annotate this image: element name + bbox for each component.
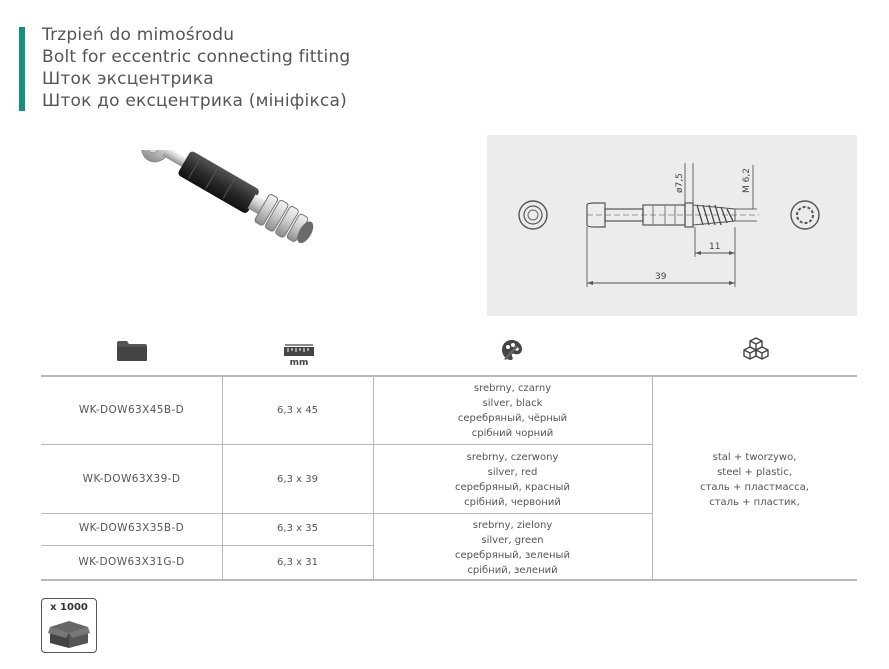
color-pl: srebrny, czarny bbox=[473, 383, 552, 394]
table-row-size: 6,3 x 39 bbox=[277, 474, 318, 485]
color-en: silver, black bbox=[482, 398, 543, 409]
color-cell bbox=[373, 381, 652, 441]
color-ru: серебряный, зеленый bbox=[455, 550, 570, 561]
dim-11: 11 bbox=[709, 242, 721, 252]
color-cell bbox=[373, 450, 652, 510]
row-divider bbox=[41, 444, 652, 445]
title-ru: Шток эксцентрика bbox=[42, 69, 214, 89]
table-row-code: WK-DOW63X45B-D bbox=[78, 404, 185, 416]
material-ua: сталь + пластик, bbox=[709, 497, 800, 508]
title-en: Bolt for eccentric connecting fitting bbox=[42, 47, 351, 67]
table-row-code: WK-DOW63X31G-D bbox=[78, 556, 185, 568]
box-icon bbox=[48, 617, 90, 649]
color-palette-icon bbox=[500, 338, 524, 362]
table-top-border bbox=[41, 375, 857, 377]
color-ua: срібний, зелений bbox=[467, 565, 558, 576]
table-row-code: WK-DOW63X35B-D bbox=[78, 522, 185, 534]
accent-bar bbox=[19, 27, 25, 111]
color-pl: srebrny, zielony bbox=[472, 520, 553, 531]
color-pl: srebrny, czerwony bbox=[466, 452, 559, 463]
dim-diameter: ø7,5 bbox=[675, 173, 685, 193]
row-divider bbox=[41, 545, 374, 546]
ruler-icon bbox=[283, 343, 315, 357]
row-divider bbox=[41, 513, 652, 514]
dim-39: 39 bbox=[655, 272, 667, 282]
material-cubes-icon bbox=[740, 336, 772, 364]
table-row-size: 6,3 x 31 bbox=[277, 557, 318, 568]
material-ru: сталь + пластмасса, bbox=[700, 482, 809, 493]
color-en: silver, red bbox=[487, 467, 538, 478]
color-ua: срібний чорний bbox=[471, 428, 554, 439]
size-unit-label: mm bbox=[289, 358, 309, 368]
package-quantity-box bbox=[41, 598, 97, 653]
title-block bbox=[42, 24, 350, 112]
table-row-size: 6,3 x 45 bbox=[277, 405, 318, 416]
material-en: steel + plastic, bbox=[717, 467, 792, 478]
product-photo bbox=[100, 150, 340, 290]
table-row-size: 6,3 x 35 bbox=[277, 523, 318, 534]
dim-thread: M 6,2 bbox=[742, 168, 752, 193]
color-ru: серебряный, красный bbox=[455, 482, 570, 493]
title-ua: Шток до ексцентрика (мініфікса) bbox=[42, 91, 347, 111]
color-en: silver, green bbox=[481, 535, 544, 546]
color-cell bbox=[373, 518, 652, 578]
package-quantity: x 1000 bbox=[50, 602, 88, 613]
folder-icon bbox=[116, 340, 148, 362]
table-row-code: WK-DOW63X39-D bbox=[82, 473, 181, 485]
table-bottom-border bbox=[41, 579, 857, 581]
color-ua: срібний, червоний bbox=[464, 497, 561, 508]
material-pl: stal + tworzywo, bbox=[712, 452, 797, 463]
title-pl: Trzpień do mimośrodu bbox=[42, 25, 235, 45]
material-cell bbox=[652, 450, 857, 510]
technical-drawing bbox=[487, 135, 857, 316]
color-ru: серебряный, чёрный bbox=[457, 413, 568, 424]
